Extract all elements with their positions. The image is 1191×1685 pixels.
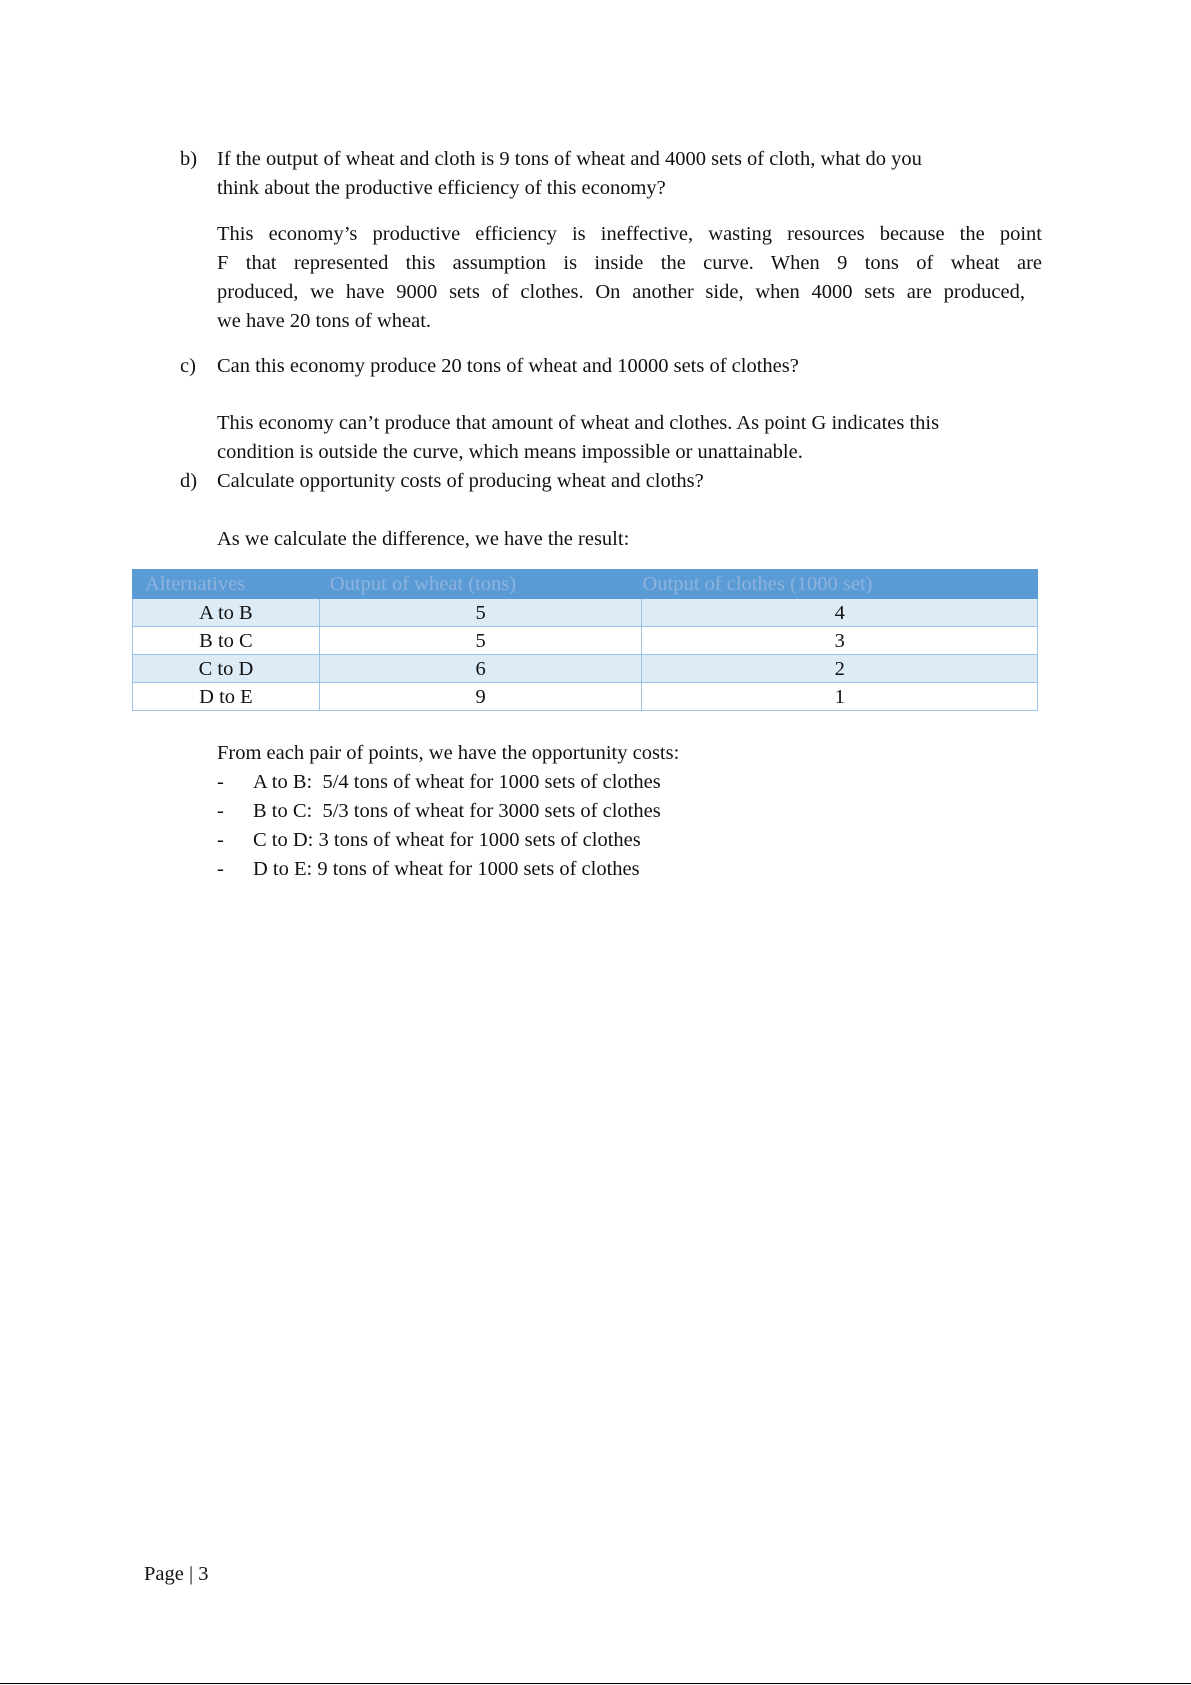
answer-c [217, 409, 1042, 467]
cell-wheat: 9 [319, 683, 642, 711]
list-item: C to D: 3 tons of wheat for 1000 sets of clothes [253, 829, 641, 851]
answer-b-line-4: we have 20 tons of wheat. [217, 310, 432, 332]
question-b-text [217, 145, 1037, 203]
cell-alternative: A to B [133, 599, 320, 627]
list-item: A to B: 5/4 tons of wheat for 1000 sets of clothes [253, 771, 661, 793]
list-bullet: - [217, 858, 224, 880]
cell-wheat: 6 [319, 655, 642, 683]
cell-alternative: B to C [133, 627, 320, 655]
question-b-line-2: think about the productive efficiency of this economy? [217, 177, 666, 199]
question-c-text: Can this economy produce 20 tons of wheat and 10000 sets of clothes? [217, 355, 799, 377]
table-row [133, 627, 1038, 655]
answer-c-line-1: This economy can’t produce that amount of wheat and clothes. As point G indicates this [217, 412, 940, 434]
answer-b-line-3: produced, we have 9000 sets of clothes. On another side, when 4000 sets are produced, [217, 281, 1025, 303]
header-wheat: Output of wheat (tons) [319, 570, 642, 599]
question-b-line-1: If the output of wheat and cloth is 9 tons of wheat and 4000 sets of cloth, what do you [217, 148, 922, 170]
list-bullet: - [217, 800, 224, 822]
header-alternatives: Alternatives [133, 570, 320, 599]
table-row [133, 655, 1038, 683]
cell-wheat: 5 [319, 599, 642, 627]
page-bottom-rule [0, 1683, 1191, 1684]
answer-b-line-1: This economy’s productive efficiency is ineffective, wasting resources because the point [217, 223, 1042, 245]
cell-clothes: 1 [642, 683, 1038, 711]
list-item: B to C: 5/3 tons of wheat for 3000 sets of clothes [253, 800, 661, 822]
list-item: D to E: 9 tons of wheat for 1000 sets of clothes [253, 858, 640, 880]
question-d-text: Calculate opportunity costs of producing wheat and cloths? [217, 470, 704, 492]
list-bullet: - [217, 829, 224, 851]
opportunity-intro: From each pair of points, we have the opportunity costs: [217, 742, 680, 764]
cell-clothes: 2 [642, 655, 1038, 683]
answer-b [217, 220, 1042, 336]
table-intro: As we calculate the difference, we have the result: [217, 528, 630, 550]
table-row [133, 683, 1038, 711]
cell-alternative: C to D [133, 655, 320, 683]
page-number: Page | 3 [144, 1563, 209, 1585]
opportunity-table [132, 569, 1038, 711]
table-header-row [133, 570, 1038, 599]
answer-b-line-2: F that represented this assumption is inside the curve. When 9 tons of wheat are [217, 252, 1042, 274]
question-b-marker: b) [180, 148, 198, 170]
cell-wheat: 5 [319, 627, 642, 655]
cell-clothes: 4 [642, 599, 1038, 627]
cell-clothes: 3 [642, 627, 1038, 655]
list-bullet: - [217, 771, 224, 793]
answer-c-line-2: condition is outside the curve, which means impossible or unattainable. [217, 441, 803, 463]
question-d-marker: d) [180, 470, 198, 492]
header-clothes: Output of clothes (1000 set) [642, 570, 1038, 599]
table-row [133, 599, 1038, 627]
cell-alternative: D to E [133, 683, 320, 711]
question-c-marker: c) [180, 355, 196, 377]
